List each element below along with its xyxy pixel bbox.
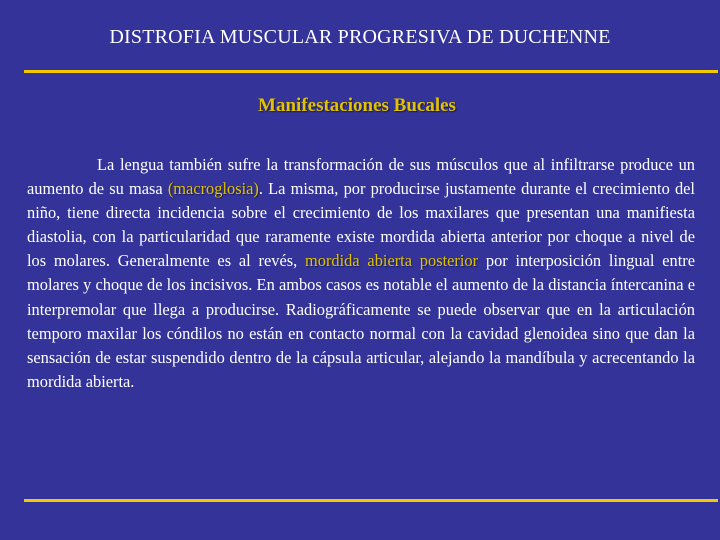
body-paragraph — [27, 153, 695, 394]
slide-title: DISTROFIA MUSCULAR PROGRESIVA DE DUCHENNE — [109, 26, 611, 48]
paragraph-text-part-3: por interposición lingual entre molares y choque de los incisivos. En ambos casos es notable el aumento de la distancia íntercanina e interpremolar que llega a producirse. Radiográficamente se puede observar que en la articulación temporo maxilar los cóndilos no están en contacto normal con la cavidad glenoidea sino que dan la sensación de estar suspendido dentro de la cápsula articular, alejando la mandíbula y acrecentando la mordida abierta. — [27, 251, 695, 391]
bottom-divider — [24, 499, 718, 502]
highlight-mordida-abierta-posterior: mordida abierta posterior — [305, 251, 479, 271]
paragraph-text-part-1: La lengua también sufre la transformación de sus músculos que al infiltrarse produce un aumento de su masa — [27, 155, 695, 199]
paragraph-text-part-2: . La misma, por producirse justamente durante el crecimiento del niño, tiene directa incidencia sobre el crecimiento de los maxilares que presentan una manifiesta diastolia, con la particularidad que raramente existe mordida abierta anterior por choque a nivel de los molares. Generalmente es al revés, — [27, 179, 695, 271]
highlight-macroglosia: (macroglosia) — [167, 179, 259, 199]
slide-subtitle: Manifestaciones Bucales — [258, 95, 456, 116]
top-divider — [24, 70, 718, 73]
